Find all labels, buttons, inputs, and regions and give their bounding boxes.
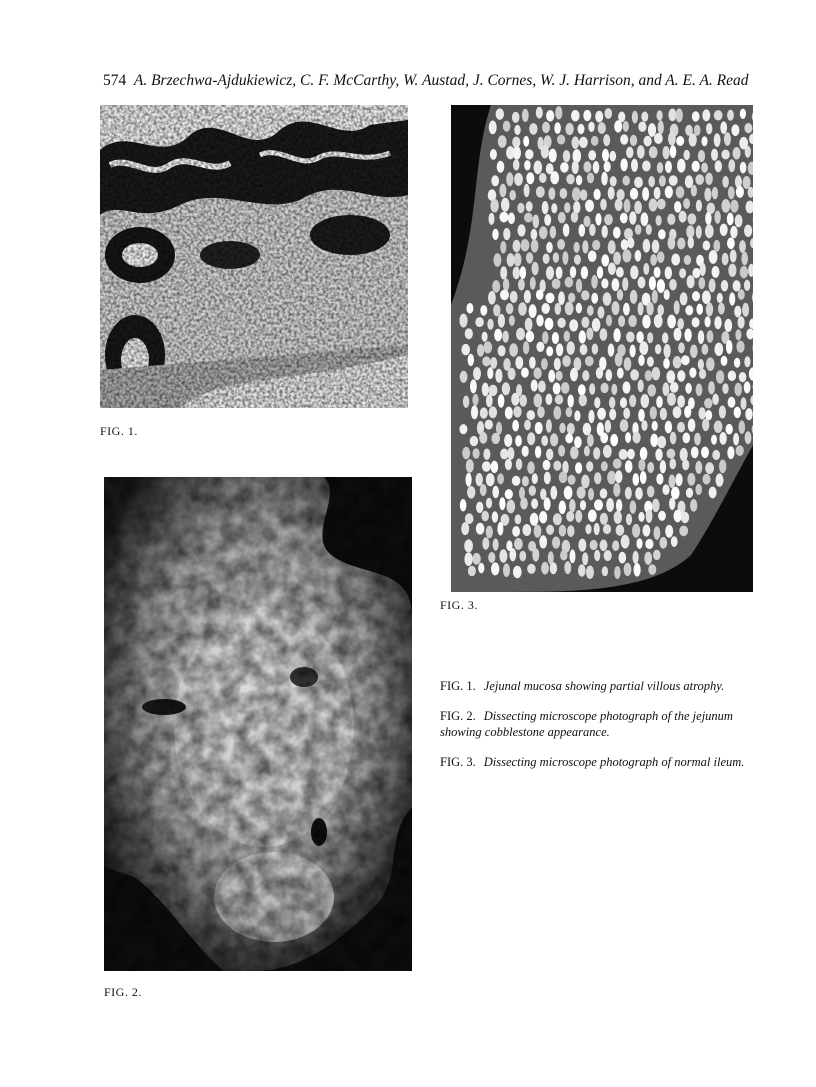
- caption-figure-1: [440, 678, 770, 694]
- figure-3-label: FIG. 3.: [440, 598, 478, 612]
- figure-1-histology-image: [100, 105, 408, 408]
- caption-text: Dissecting microscope photograph of normal ileum.: [483, 755, 745, 769]
- caption-text: Dissecting microscope photograph of the jejunum showing cobblestone appearance.: [440, 709, 733, 739]
- caption-label: FIG. 1.: [440, 679, 476, 693]
- running-header: [103, 72, 749, 90]
- figure-2-jejunum-photo: [104, 477, 412, 971]
- figure-3-ileum-photo: [451, 105, 753, 592]
- caption-label: FIG. 3.: [440, 755, 476, 769]
- caption-figure-2: [440, 708, 770, 740]
- caption-label: FIG. 2.: [440, 709, 476, 723]
- caption-text: Jejunal mucosa showing partial villous atrophy.: [483, 679, 725, 693]
- page-number: 574: [103, 72, 127, 89]
- figure-captions: [440, 678, 770, 784]
- figure-2-label: FIG. 2.: [104, 985, 142, 999]
- caption-figure-3: [440, 754, 770, 770]
- author-list: A. Brzechwa-Ajdukiewicz, C. F. McCarthy, W. Austad, J. Cornes, W. J. Harrison, and A. E. A. Read: [133, 72, 749, 89]
- figure-1-label: FIG. 1.: [100, 424, 138, 438]
